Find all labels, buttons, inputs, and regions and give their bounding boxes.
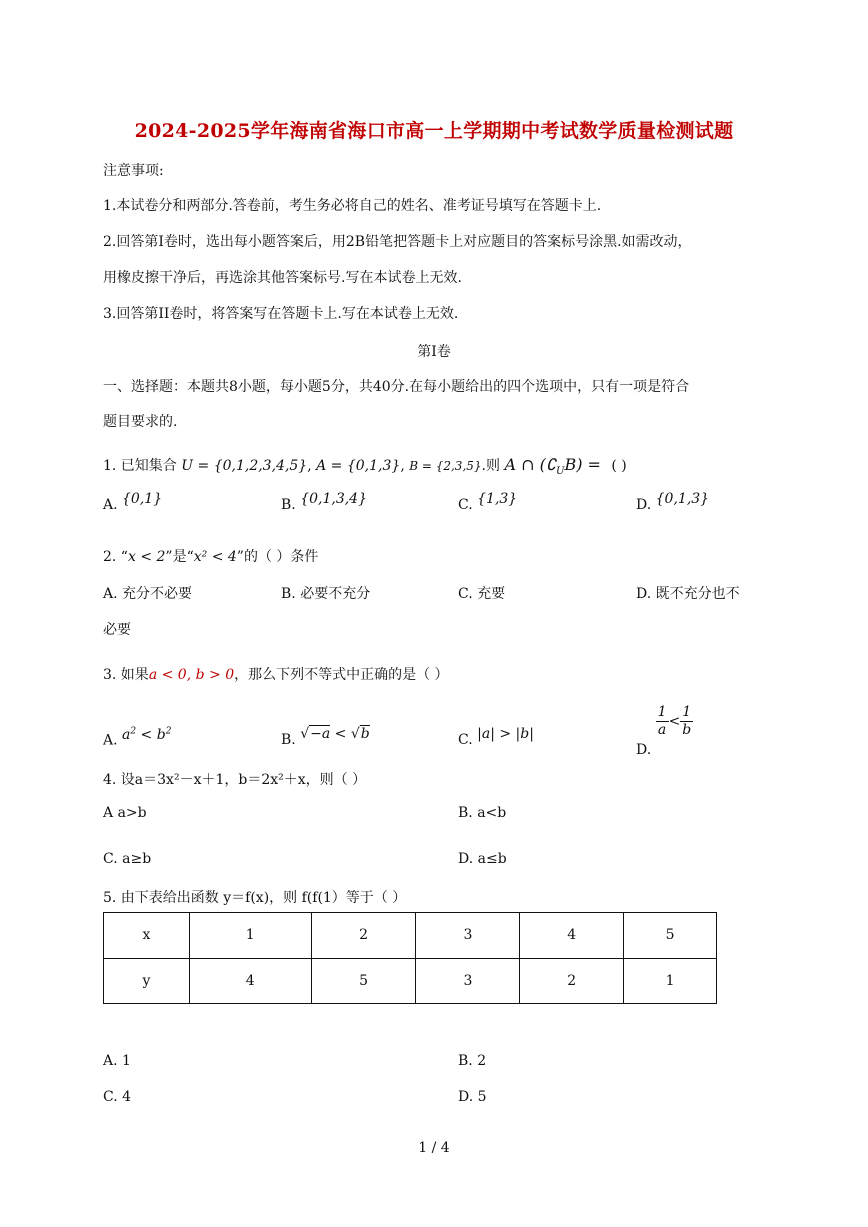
- question-4-stem: 4. 设a＝3x²－x＋1，b＝2x²＋x，则（ ）: [103, 772, 367, 788]
- table-cell: x: [104, 913, 190, 959]
- table-cell: y: [104, 958, 190, 1004]
- page-number: 1 / 4: [418, 1140, 450, 1156]
- q1-option-d: D. {0,1,3}: [636, 491, 710, 513]
- question-2-stem: 2. “x < 2”是“x² < 4”的（ ）条件: [103, 549, 319, 565]
- part-heading: 第I卷: [417, 344, 451, 360]
- note-2-line-1: 2.回答第I卷时，选出每小题答案后，用2B铅笔把答题卡上对应题目的答案标号涂黑.如需改动，: [103, 234, 692, 250]
- function-table: [103, 912, 717, 1004]
- q3-option-d: D. $\frac{1}{a}$ < $\frac{1}{b}$: [636, 704, 692, 758]
- table-row: [104, 958, 717, 1004]
- section-instructions-line-1: 一、选择题：本题共8小题，每小题5分，共40分.在每小题给出的四个选项中，只有一项是符合: [103, 379, 690, 395]
- q1-blank: ( ): [611, 458, 627, 474]
- q5-option-d: D. 5: [458, 1089, 487, 1105]
- table-cell: 3: [416, 958, 520, 1004]
- table-cell: 2: [311, 913, 416, 959]
- q1-set-b: B = {2,3,5}: [409, 459, 482, 473]
- q1-option-b: B. {0,1,3,4}: [281, 491, 367, 513]
- q3-option-a: A. $a^2 < b^2$: [103, 726, 172, 749]
- notes-heading: 注意事项:: [103, 163, 164, 179]
- question-3-stem: 3. 如果a < 0, b > 0，那么下列不等式中正确的是（ ）: [103, 667, 449, 683]
- q2-option-d: D. 既不充分也不: [636, 586, 740, 602]
- note-3: 3.回答第II卷时，将答案写在答题卡上.写在本试卷上无效.: [103, 306, 459, 322]
- question-1-stem: 1. 已知集合 U = {0,1,2,3,4,5}, A = {0,1,3}, B = {2,3,5}.则 A ∩ $(∁_UB)$ = ( ): [103, 455, 627, 478]
- table-cell: 5: [624, 913, 717, 959]
- q2-option-d-wrap: 必要: [103, 622, 131, 638]
- note-2-line-2: 用橡皮擦干净后，再选涂其他答案标号.写在本试卷上无效.: [103, 270, 462, 286]
- table-cell: 4: [520, 913, 624, 959]
- q2-condition-2: x² < 4: [193, 549, 237, 565]
- q5-option-b: B. 2: [458, 1053, 487, 1069]
- q5-option-a: A. 1: [103, 1053, 131, 1069]
- table-cell: 2: [520, 958, 624, 1004]
- page-title: 2024-2025学年海南省海口市高一上学期期中考试数学质量检测试题: [134, 120, 734, 142]
- q3-option-c: C. |a| > |b|: [458, 726, 534, 748]
- q1-option-a: A. {0,1}: [103, 491, 163, 513]
- q1-set-a: A = {0,1,3}: [316, 458, 401, 474]
- q4-option-b: B. a<b: [458, 805, 507, 821]
- q1-option-c: C. {1,3}: [458, 491, 518, 513]
- q2-option-a: A. 充分不必要: [103, 586, 193, 602]
- q2-option-b: B. 必要不充分: [281, 586, 371, 602]
- table-cell: 1: [189, 913, 311, 959]
- section-instructions-line-2: 题目要求的.: [103, 414, 178, 430]
- q1-set-u: U = {0,1,2,3,4,5}: [181, 458, 308, 474]
- q2-option-c: C. 充要: [458, 586, 506, 602]
- table-cell: 3: [416, 913, 520, 959]
- q3-option-b: B. √−a < √b: [281, 726, 370, 748]
- question-5-stem: 5. 由下表给出函数 y＝f(x)，则 f(f(1）等于（ ）: [103, 890, 407, 906]
- q1-expression: A ∩ $(∁_UB)$ =: [504, 455, 601, 478]
- q4-option-c: C. a≥b: [103, 851, 152, 867]
- table-cell: 4: [189, 958, 311, 1004]
- note-1: 1.本试卷分和两部分.答卷前，考生务必将自己的姓名、准考证号填写在答题卡上.: [103, 198, 602, 214]
- q5-option-c: C. 4: [103, 1089, 132, 1105]
- q2-condition-1: x < 2: [127, 549, 166, 565]
- q4-option-d: D. a≤b: [458, 851, 507, 867]
- table-row: [104, 913, 717, 959]
- q3-condition: a < 0, b > 0: [148, 667, 235, 683]
- q1-prefix: 1. 已知集合: [103, 458, 177, 474]
- q1-then: .则: [481, 458, 500, 474]
- table-cell: 1: [624, 958, 717, 1004]
- table-cell: 5: [311, 958, 416, 1004]
- q4-option-a: A a>b: [103, 805, 147, 821]
